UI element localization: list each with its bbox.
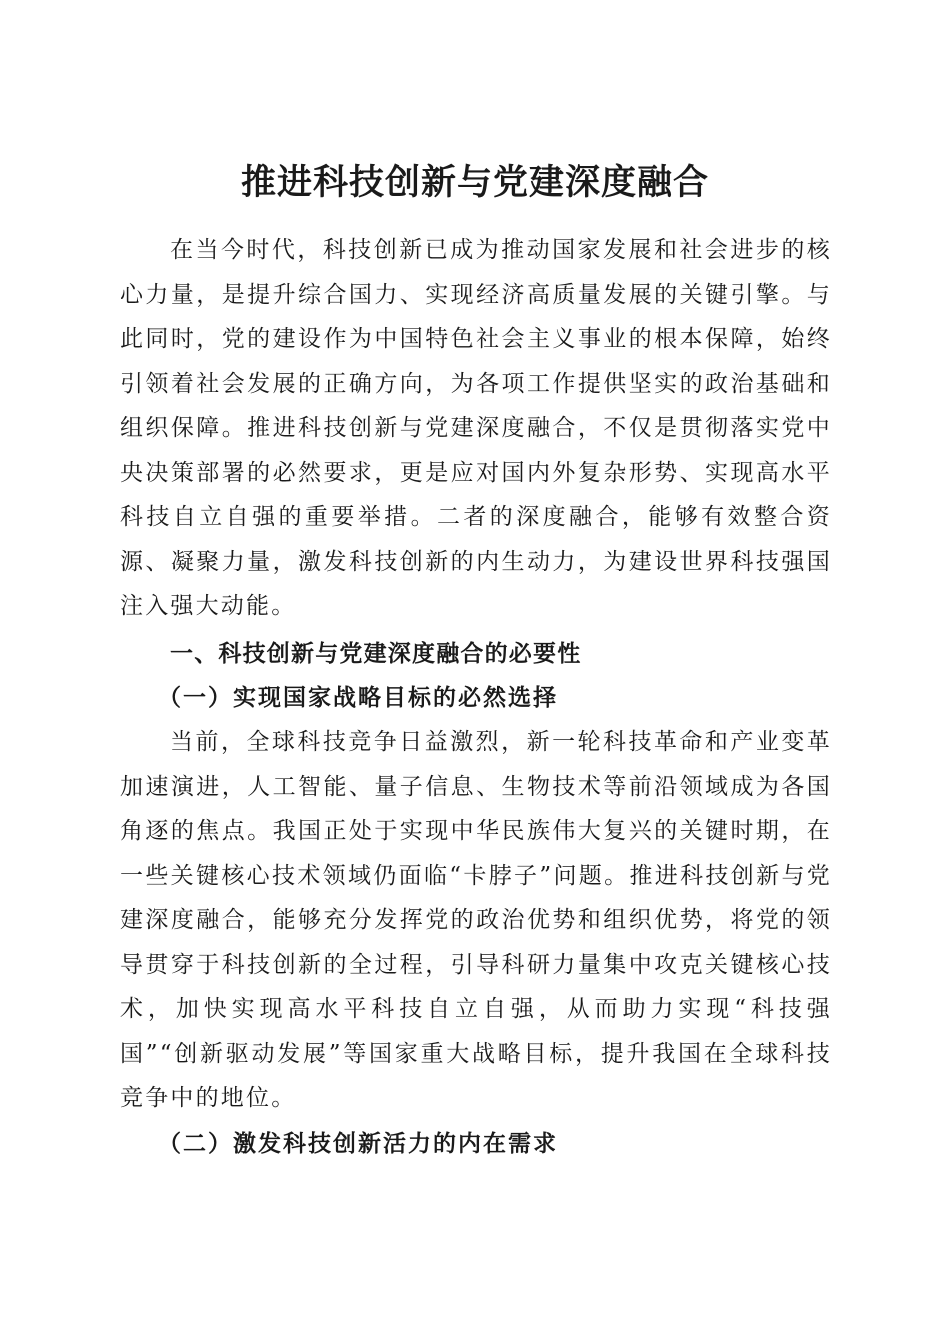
subsection-heading-2: （二）激发科技创新活力的内在需求 <box>158 1131 558 1157</box>
subsection-1-paragraph: 当前，全球科技竞争日益激烈，新一轮科技革命和产业变革加速演进，人工智能、量子信息、生物技术等前沿领域成为各国角逐的焦点。我国正处于实现中华民族伟大复兴的关键时期，在一些关键核心技术领域仍面临“卡脖子”问题。推进科技创新与党建深度融合，能够充分发挥党的政治优势和组织优势，将党的领导贯穿于科技创新的全过程，引导科研力量集中攻克关键核心技术，加快实现高水平科技自立自强，从而助力实现“科技强国”“创新驱动发展”等国家重大战略目标，提升我国在全球科技竞争中的地位。 <box>120 729 832 1111</box>
section-heading-1: 一、科技创新与党建深度融合的必要性 <box>170 641 582 667</box>
document-title: 推进科技创新与党建深度融合 <box>240 162 709 204</box>
subsection-heading-1: （一）实现国家战略目标的必然选择 <box>158 685 558 711</box>
intro-paragraph: 在当今时代，科技创新已成为推动国家发展和社会进步的核心力量，是提升综合国力、实现经济高质量发展的关键引擎。与此同时，党的建设作为中国特色社会主义事业的根本保障，始终引领着社会发展的正确方向，为各项工作提供坚实的政治基础和组织保障。推进科技创新与党建深度融合，不仅是贯彻落实党中央决策部署的必然要求，更是应对国内外复杂形势、实现高水平科技自立自强的重要举措。二者的深度融合，能够有效整合资源、凝聚力量，激发科技创新的内生动力，为建设世界科技强国注入强大动能。 <box>120 237 832 619</box>
